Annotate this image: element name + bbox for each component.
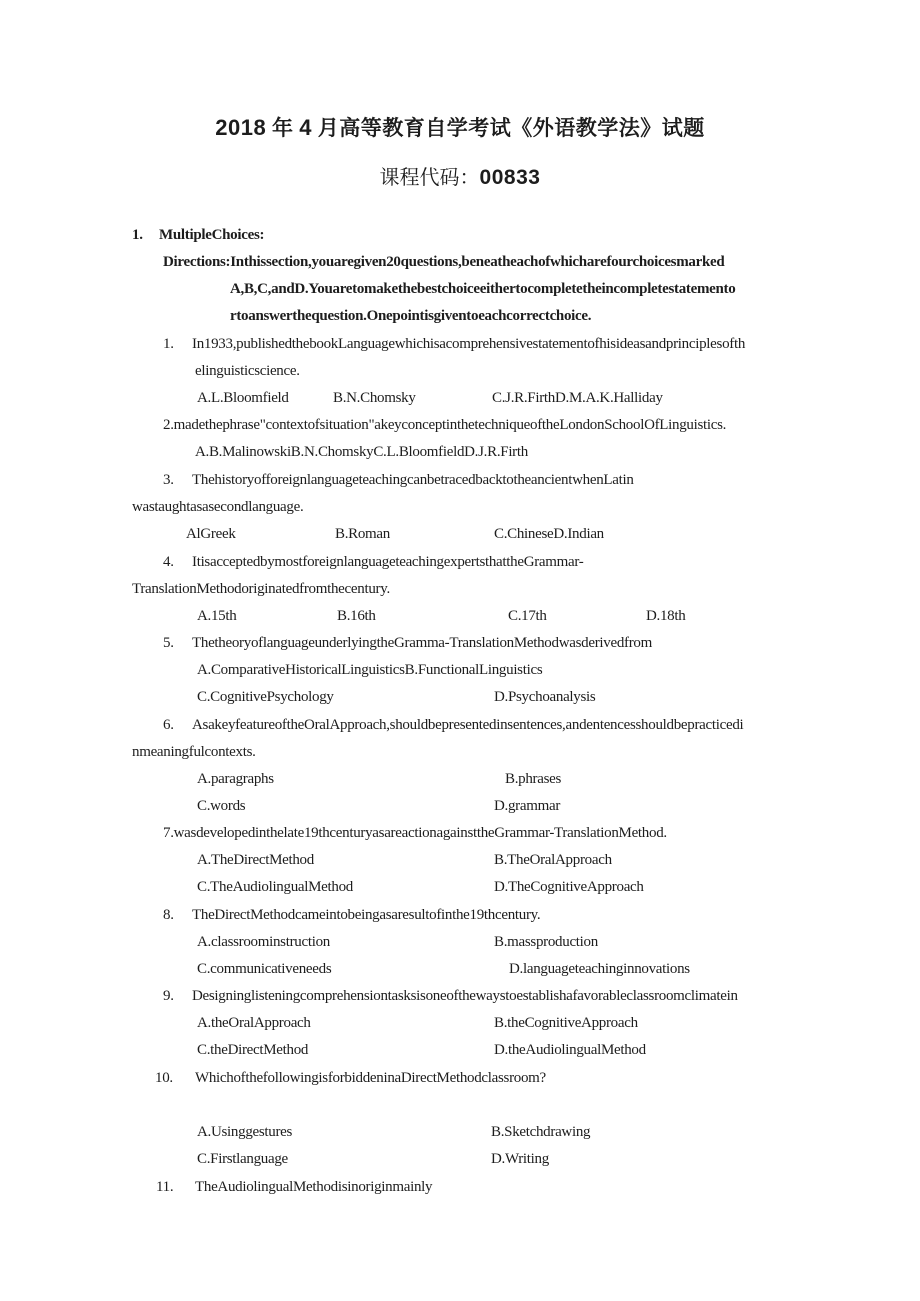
- choice-option-a: A.paragraphs: [197, 771, 274, 787]
- question-6-choices-row-2: [0, 793, 920, 820]
- question-1-text-cont: elinguisticscience.: [195, 363, 300, 379]
- exam-title-year: 2018: [215, 115, 267, 140]
- directions-text-2: A,B,C,andD.Youaretomakethebestchoiceeithertocompletetheincompletestatemento: [230, 281, 736, 297]
- question-6-line-1: [0, 712, 920, 739]
- choice-option-a: A.15th: [197, 608, 237, 624]
- choice-option-a: A.TheDirectMethod: [197, 852, 314, 868]
- question-7-line-1: [0, 820, 920, 847]
- choice-option-c: C.TheAudiolingualMethod: [197, 879, 353, 895]
- question-4-choices: [0, 603, 920, 630]
- question-4-line-1: [0, 549, 920, 576]
- choice-options-run: A.B.MalinowskiB.N.ChomskyC.L.BloomfieldD.J.R.Firth: [195, 444, 528, 460]
- choice-option-c: C.CognitivePsychology: [197, 689, 334, 705]
- question-10-text: WhichofthefollowingisforbiddeninaDirectMethodclassroom?: [195, 1070, 546, 1086]
- exam-title-rest: 月高等教育自学考试《外语教学法》试题: [311, 116, 705, 140]
- question-1-line-1: [0, 331, 920, 358]
- course-code-value: 00833: [479, 166, 541, 189]
- question-1-text: In1933,publishedthebookLanguagewhichisacomprehensivestatementofhisideasandprinciplesofth: [192, 336, 746, 352]
- choice-option-d: D.theAudiolingualMethod: [494, 1042, 646, 1058]
- question-10-choices-row-1: [0, 1119, 920, 1146]
- question-11-text: TheAudiolingualMethodisinoriginmainly: [195, 1179, 433, 1195]
- choice-option-a: A.classroominstruction: [197, 934, 330, 950]
- question-11-number: 11.: [156, 1179, 174, 1195]
- question-8-number: 8.: [163, 907, 174, 923]
- exam-title-month: 4: [299, 115, 312, 140]
- question-3-text-cont: wastaughtasasecondlanguage.: [132, 499, 304, 515]
- question-6-text: AsakeyfeatureoftheOralApproach,shouldbepresentedinsentences,andentencesshouldbepracticedi: [192, 717, 744, 733]
- section-heading: [0, 222, 920, 249]
- question-6-choices-row-1: [0, 766, 920, 793]
- question-10-line-1: [0, 1065, 920, 1092]
- question-7-choices-row-1: [0, 847, 920, 874]
- directions-line-1: [0, 249, 920, 276]
- question-8-text: TheDirectMethodcameintobeingasaresultofinthe19thcentury.: [192, 907, 541, 923]
- question-2-text: 2.madethephrase"contextofsituation"akeyconceptinthetechniqueoftheLondonSchoolOfLinguistics.: [163, 417, 727, 433]
- question-8-line-1: [0, 902, 920, 929]
- exam-title-nian: 年: [266, 116, 300, 140]
- question-6-line-2: [0, 739, 920, 766]
- choice-option-c: C.words: [197, 798, 246, 814]
- section-number: 1.: [132, 227, 143, 243]
- directions-text-3: rtoanswerthequestion.Onepointisgiventoeachcorrectchoice.: [230, 308, 592, 324]
- question-3-text: ThehistoryofforeignlanguageteachingcanbetracedbacktotheancientwhenLatin: [192, 472, 634, 488]
- question-5-text: ThetheoryoflanguageunderlyingtheGramma-TranslationMethodwasderivedfrom: [192, 635, 652, 651]
- question-11-line-1: [0, 1174, 920, 1201]
- choice-option-a: A.theOralApproach: [197, 1015, 311, 1031]
- choice-option-c: C.communicativeneeds: [197, 961, 332, 977]
- choice-option-cd: C.J.R.FirthD.M.A.K.Halliday: [492, 390, 663, 406]
- choice-option-a: AlGreek: [186, 526, 236, 542]
- question-9-choices-row-1: [0, 1010, 920, 1037]
- choice-option-d: D.languageteachinginnovations: [509, 961, 690, 977]
- question-4-number: 4.: [163, 554, 174, 570]
- question-2-line-1: [0, 412, 920, 439]
- question-4-text: ItisacceptedbymostforeignlanguageteachingexpertsthattheGrammar-: [192, 554, 584, 570]
- question-8-choices-row-2: [0, 956, 920, 983]
- choice-option-b: B.N.Chomsky: [333, 390, 416, 406]
- question-5-number: 5.: [163, 635, 174, 651]
- section-title: MultipleChoices:: [159, 227, 265, 243]
- choice-option-b: B.Sketchdrawing: [491, 1124, 591, 1140]
- question-3-number: 3.: [163, 472, 174, 488]
- directions-line-3: [0, 303, 920, 330]
- choice-option-d: D.18th: [646, 608, 686, 624]
- choice-option-b: B.TheOralApproach: [494, 852, 612, 868]
- question-9-number: 9.: [163, 988, 174, 1004]
- directions-text-1: Directions:Inthissection,youaregiven20questions,beneatheachofwhicharefourchoicesmarked: [163, 254, 725, 270]
- directions-line-2: [0, 276, 920, 303]
- question-8-choices-row-1: [0, 929, 920, 956]
- choice-option-b: B.theCognitiveApproach: [494, 1015, 638, 1031]
- question-4-line-2: [0, 576, 920, 603]
- question-1-number: 1.: [163, 336, 174, 352]
- choice-option-b: B.16th: [337, 608, 376, 624]
- choice-option-d: D.Writing: [491, 1151, 549, 1167]
- course-code: [0, 161, 920, 190]
- choice-option-d: D.Psychoanalysis: [494, 689, 596, 705]
- choice-options-ab: A.ComparativeHistoricalLinguisticsB.FunctionalLinguistics: [197, 662, 543, 678]
- question-10-number: 10.: [155, 1070, 173, 1086]
- question-2-choices: [0, 439, 920, 466]
- question-6-number: 6.: [163, 717, 174, 733]
- question-3-line-1: [0, 467, 920, 494]
- question-3-choices: [0, 521, 920, 548]
- choice-option-b: B.massproduction: [494, 934, 598, 950]
- choice-option-c: C.Firstlanguage: [197, 1151, 288, 1167]
- choice-option-cd: C.ChineseD.Indian: [494, 526, 604, 542]
- question-1-line-2: [0, 358, 920, 385]
- question-9-choices-row-2: [0, 1037, 920, 1064]
- choice-option-d: D.TheCognitiveApproach: [494, 879, 644, 895]
- course-code-label: 课程代码：: [379, 167, 480, 189]
- choice-option-a: A.L.Bloomfield: [197, 390, 289, 406]
- question-3-line-2: [0, 494, 920, 521]
- question-6-text-cont: nmeaningfulcontexts.: [132, 744, 256, 760]
- question-7-choices-row-2: [0, 874, 920, 901]
- question-5-line-1: [0, 630, 920, 657]
- choice-option-c: C.17th: [508, 608, 547, 624]
- question-10-choices-row-2: [0, 1146, 920, 1173]
- exam-title: [0, 112, 920, 142]
- choice-option-b: B.phrases: [505, 771, 562, 787]
- question-5-choices-row-2: [0, 684, 920, 711]
- question-9-line-1: [0, 983, 920, 1010]
- choice-option-c: C.theDirectMethod: [197, 1042, 309, 1058]
- question-4-text-cont: TranslationMethodoriginatedfromthecentury.: [132, 581, 390, 597]
- choice-option-b: B.Roman: [335, 526, 390, 542]
- question-9-text: Designinglisteningcomprehensiontasksisoneofthewaystoestablishafavorableclassroomclimatein: [192, 988, 738, 1004]
- choice-option-d: D.grammar: [494, 798, 561, 814]
- question-1-choices: [0, 385, 920, 412]
- question-7-text: 7.wasdevelopedinthelate19thcenturyasareactionagainsttheGrammar-TranslationMethod.: [163, 825, 667, 841]
- choice-option-a: A.Usinggestures: [197, 1124, 293, 1140]
- question-5-choices-row-1: [0, 657, 920, 684]
